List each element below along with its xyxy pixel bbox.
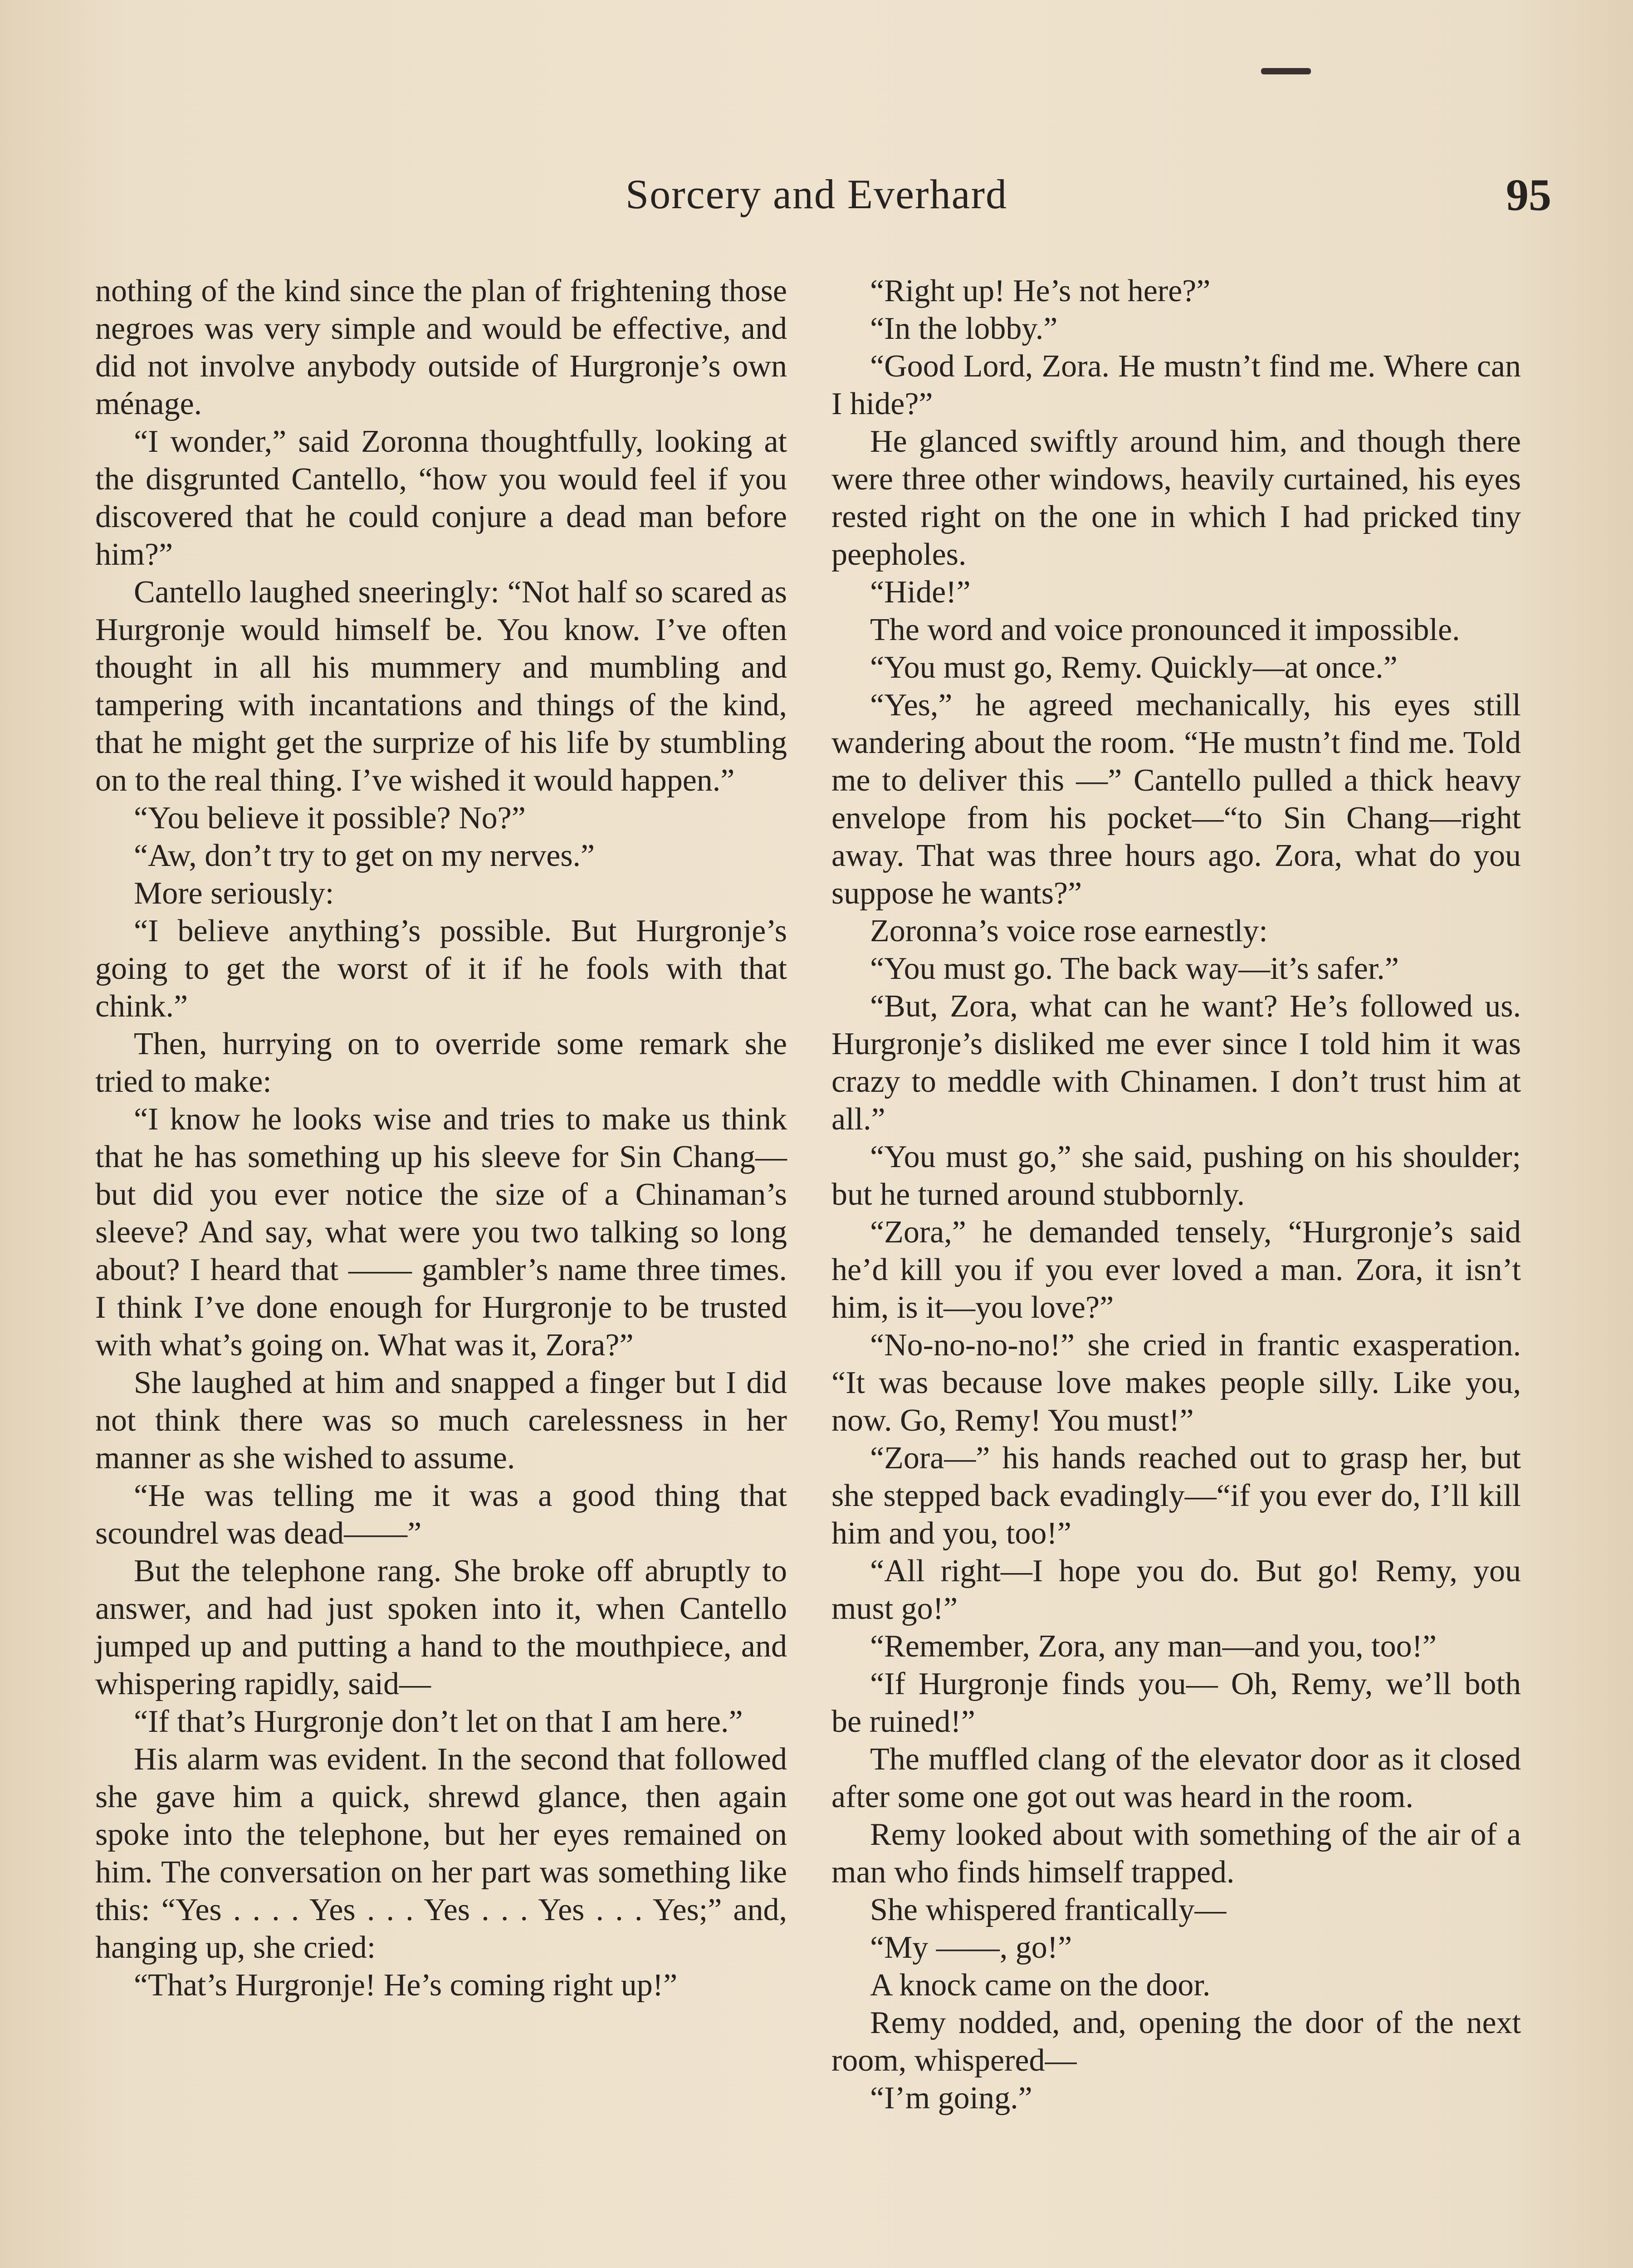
paragraph: “Good Lord, Zora. He mustn’t find me. Where can I hide?” xyxy=(831,349,1521,421)
paragraph: Zoronna’s voice rose earnestly: xyxy=(870,914,1268,948)
paragraph: “My ——, go!” xyxy=(870,1930,1072,1965)
paragraph: She laughed at him and snapped a finger but I did not think there was so much carelessness in her manner as she wished to assume. xyxy=(95,1365,787,1476)
paragraph: “Zora—” his hands reached out to grasp her, but she stepped back evadingly—“if you ever do, I’ll kill him and you, too!” xyxy=(831,1441,1521,1551)
paragraph: “You believe it possible? No?” xyxy=(134,801,526,836)
paragraph: Remy looked about with something of the air of a man who finds himself trapped. xyxy=(831,1817,1521,1890)
paragraph: “Aw, don’t try to get on my nerves.” xyxy=(134,838,595,873)
right-text-column xyxy=(831,272,1521,2117)
paragraph: The word and voice pronounced it impossible. xyxy=(870,612,1460,647)
paragraph: Remy nodded, and, opening the door of the next room, whispered— xyxy=(831,2005,1521,2078)
left-text-column xyxy=(95,272,787,2004)
paragraph: “In the lobby.” xyxy=(870,311,1058,346)
paragraph: “I’m going.” xyxy=(870,2081,1032,2116)
paragraph: “You must go,” she said, pushing on his shoulder; but he turned around stubbornly. xyxy=(831,1139,1521,1212)
running-header-title: Sorcery and Everhard xyxy=(625,171,1008,217)
paragraph: “Remember, Zora, any man—and you, too!” xyxy=(870,1629,1437,1664)
paragraph: nothing of the kind since the plan of frightening those negroes was very simple and would be effective, and did not involve anybody outside of Hurgronje’s own ménage. xyxy=(95,274,787,421)
paragraph: She whispered frantically— xyxy=(870,1892,1227,1927)
paragraph: “If Hurgronje finds you— Oh, Remy, we’ll both be ruined!” xyxy=(831,1667,1521,1739)
paragraph: But the telephone rang. She broke off abruptly to answer, and had just spoken into it, when Cantello jumped up and putting a hand to the mouthpiece, and whispering rapidly, said— xyxy=(95,1554,787,1701)
paragraph: “Hide!” xyxy=(870,575,971,610)
paragraph: “Right up! He’s not here?” xyxy=(870,274,1211,308)
paragraph: More seriously: xyxy=(134,876,334,911)
paragraph: “No-no-no-no!” she cried in frantic exasperation. “It was because love makes people silly. Like you, now. Go, Remy! You must!” xyxy=(831,1328,1521,1438)
paragraph: “You must go. The back way—it’s safer.” xyxy=(870,951,1399,986)
paragraph: “I believe anything’s possible. But Hurgronje’s going to get the worst of it if he fools with that chink.” xyxy=(95,914,787,1024)
paragraph: “He was telling me it was a good thing that scoundrel was dead——” xyxy=(95,1478,787,1551)
paragraph: “If that’s Hurgronje don’t let on that I am here.” xyxy=(134,1704,743,1739)
paragraph: The muffled clang of the elevator door as it closed after some one got out was heard in the room. xyxy=(831,1742,1521,1814)
paragraph: “Zora,” he demanded tensely, “Hurgronje’s said he’d kill you if you ever loved a man. Zora, it isn’t him, is it—you love?” xyxy=(831,1215,1521,1325)
paragraph: He glanced swiftly around him, and though there were three other windows, heavily curtained, his eyes rested right on the one in which I had pricked tiny peepholes. xyxy=(831,424,1521,572)
paragraph: “You must go, Remy. Quickly—at once.” xyxy=(870,650,1398,685)
printed-dash-mark xyxy=(1261,68,1311,74)
paragraph: Then, hurrying on to override some remark she tried to make: xyxy=(95,1026,787,1099)
paragraph: “But, Zora, what can he want? He’s followed us. Hurgronje’s disliked me ever since I told him it was crazy to meddle with Chinamen. I don’t trust him at all.” xyxy=(831,989,1521,1137)
paragraph: A knock came on the door. xyxy=(870,1968,1211,2003)
paragraph: “That’s Hurgronje! He’s coming right up!” xyxy=(134,1968,678,2003)
paragraph: “All right—I hope you do. But go! Remy, you must go!” xyxy=(831,1554,1521,1626)
paragraph: His alarm was evident. In the second that followed she gave him a quick, shrewd glance, then again spoke into the telephone, but her eyes remained on him. The conversation on her part was something like this: “Yes . . . . Yes . . . Yes . . . Yes . . . Yes;” and, hanging up, she cried: xyxy=(95,1742,787,1965)
paragraph: “Yes,” he agreed mechanically, his eyes still wandering about the room. “He mustn’t find me. Told me to deliver this —” Cantello pulled a thick heavy envelope from his pocket—“to Sin Chang—right away. That was three hours ago. Zora, what do you suppose he wants?” xyxy=(831,688,1521,911)
page-number: 95 xyxy=(1506,170,1551,220)
paragraph: “I wonder,” said Zoronna thoughtfully, looking at the disgrunted Cantello, “how you would feel if you discovered that he could conjure a dead man before him?” xyxy=(95,424,787,572)
paragraph: Cantello laughed sneeringly: “Not half so scared as Hurgronje would himself be. You know. I’ve often thought in all his mummery and mumbling and tampering with incantations and things of the kind, that he might get the surprize of his life by stumbling on to the real thing. I’ve wished it would happen.” xyxy=(95,575,787,798)
paragraph: “I know he looks wise and tries to make us think that he has something up his sleeve for Sin Chang—but did you ever notice the size of a Chinaman’s sleeve? And say, what were you two talking so long about? I heard that —— gambler’s name three times. I think I’ve done enough for Hurgronje to be trusted with what’s going on. What was it, Zora?” xyxy=(95,1102,787,1363)
